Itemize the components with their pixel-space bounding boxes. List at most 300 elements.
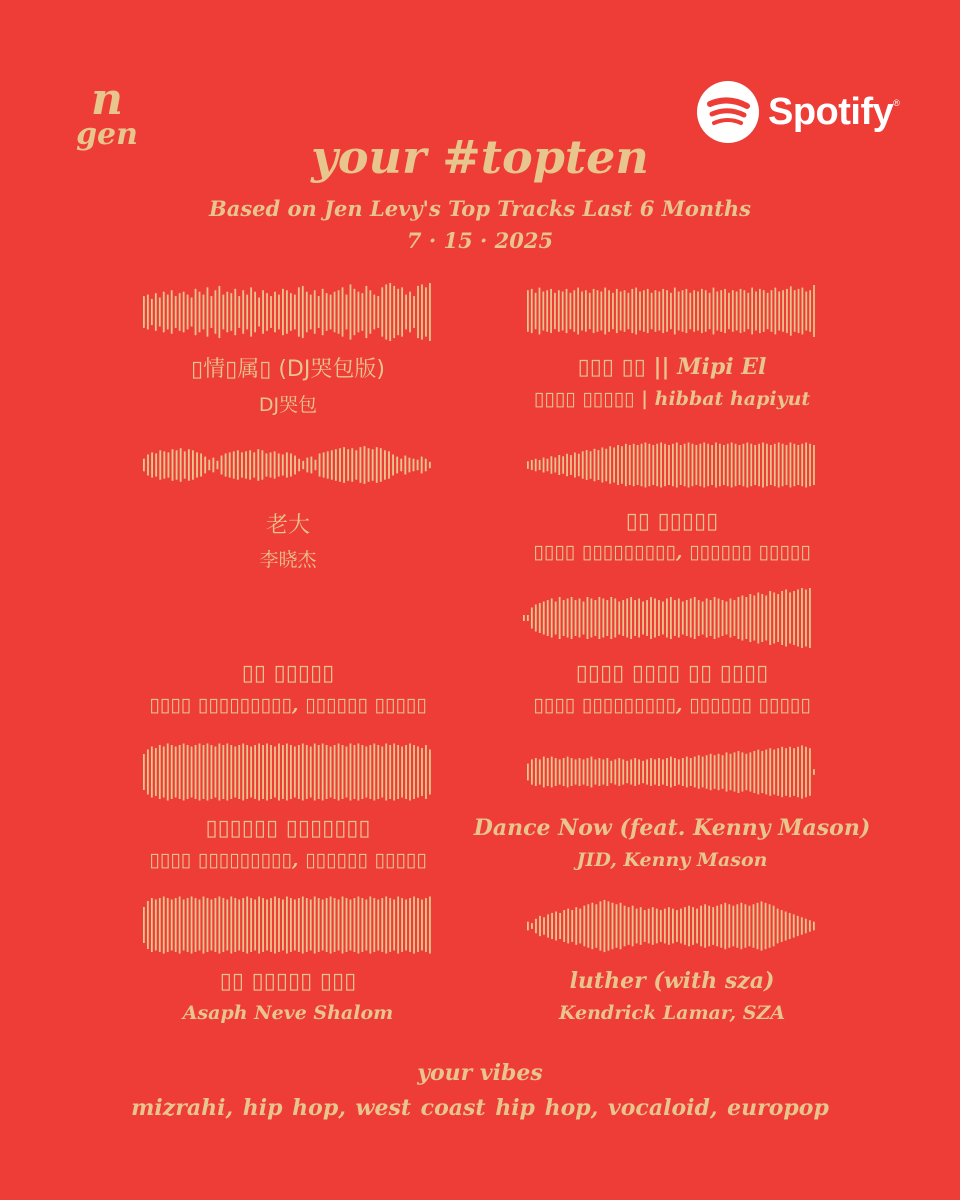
waveform-bar bbox=[684, 907, 686, 945]
waveform-bar bbox=[350, 900, 352, 951]
waveform-bar bbox=[242, 290, 244, 334]
waveform-bar bbox=[254, 745, 256, 799]
waveform-bar bbox=[555, 758, 557, 786]
waveform-bar bbox=[809, 290, 811, 332]
waveform-bar bbox=[270, 452, 272, 477]
track-artist: 李晓杰 bbox=[259, 549, 317, 571]
waveform-bar bbox=[805, 292, 807, 331]
waveform-bar bbox=[634, 600, 636, 636]
waveform-bar bbox=[278, 898, 280, 952]
waveform-bar bbox=[547, 758, 549, 786]
waveform-bar bbox=[159, 450, 161, 479]
waveform-bar bbox=[693, 290, 695, 332]
waveform-bar bbox=[208, 460, 210, 471]
waveform-bar bbox=[805, 747, 807, 797]
waveform-bar bbox=[749, 594, 751, 642]
waveform-bar bbox=[628, 907, 630, 945]
waveform-bar bbox=[171, 745, 173, 799]
waveform-bar bbox=[222, 295, 224, 330]
waveform-bar bbox=[699, 444, 701, 487]
waveform-bar bbox=[364, 446, 366, 484]
waveform-bar bbox=[626, 599, 628, 638]
waveform-bar bbox=[570, 293, 572, 329]
waveform-bar bbox=[339, 448, 341, 482]
waveform-bar bbox=[346, 747, 348, 798]
vibes-label: your vibes bbox=[417, 1060, 543, 1086]
waveform-bar bbox=[274, 292, 276, 333]
waveform-bar bbox=[614, 759, 616, 784]
waveform-bar bbox=[658, 292, 660, 331]
waveform-bar bbox=[709, 293, 711, 329]
waveform-bar bbox=[636, 909, 638, 944]
waveform-bar bbox=[567, 757, 569, 788]
waveform-bar bbox=[421, 900, 423, 951]
waveform-bar bbox=[674, 600, 676, 636]
waveform-bar bbox=[658, 600, 660, 636]
waveform-bar bbox=[587, 597, 589, 639]
waveform-bar bbox=[728, 293, 730, 329]
waveform-bar bbox=[226, 900, 228, 951]
waveform-bar bbox=[678, 292, 680, 331]
waveform-bar bbox=[278, 744, 280, 801]
waveform-bar bbox=[589, 293, 591, 329]
waveform-bar bbox=[666, 599, 668, 638]
waveform-bar bbox=[567, 599, 569, 638]
waveform-bar bbox=[698, 755, 700, 789]
waveform-bar bbox=[326, 898, 328, 952]
waveform-bar bbox=[736, 292, 738, 331]
waveform-bar bbox=[262, 290, 264, 334]
waveform-bar bbox=[582, 451, 584, 479]
waveform-bar bbox=[646, 600, 648, 636]
waveform-bar bbox=[167, 295, 169, 330]
waveform-bar bbox=[736, 904, 738, 948]
waveform-bar bbox=[274, 747, 276, 798]
waveform-bar bbox=[290, 293, 292, 331]
waveform-bar bbox=[726, 602, 728, 635]
waveform-bar bbox=[389, 898, 391, 952]
waveform-bar bbox=[368, 448, 370, 482]
waveform-bar bbox=[786, 289, 788, 333]
waveform-bar bbox=[294, 900, 296, 951]
waveform-bar bbox=[294, 747, 296, 798]
waveform-bar bbox=[753, 751, 755, 793]
waveform-bar bbox=[230, 745, 232, 799]
waveform-bar bbox=[539, 603, 541, 633]
waveform-bar bbox=[579, 758, 581, 786]
waveform-bar bbox=[183, 900, 185, 951]
waveform-bar bbox=[199, 292, 201, 333]
waveform-bar bbox=[595, 600, 597, 636]
waveform-bar bbox=[377, 900, 379, 951]
waveform-bar bbox=[797, 747, 799, 797]
waveform-bar bbox=[745, 597, 747, 639]
waveform-bar bbox=[187, 295, 189, 330]
waveform-bar bbox=[404, 456, 406, 475]
waveform-bar bbox=[535, 459, 537, 472]
waveform-bar bbox=[554, 458, 556, 473]
waveform-bar bbox=[605, 449, 607, 482]
waveform-bar bbox=[351, 448, 353, 482]
waveform-bar bbox=[573, 290, 575, 332]
waveform-bar bbox=[587, 904, 589, 948]
waveform-bar bbox=[179, 897, 181, 954]
waveform-bar bbox=[642, 761, 644, 783]
waveform-bar bbox=[159, 898, 161, 952]
waveform-bar bbox=[187, 745, 189, 799]
waveform-bar bbox=[774, 444, 776, 487]
waveform-bar bbox=[563, 758, 565, 786]
waveform-bar bbox=[710, 754, 712, 790]
waveform-bar bbox=[595, 759, 597, 784]
waveform-bar bbox=[781, 747, 783, 797]
waveform-bar bbox=[562, 292, 564, 331]
waveform-bar bbox=[192, 450, 194, 479]
waveform-bar bbox=[361, 898, 363, 952]
waveform-bar bbox=[688, 443, 690, 488]
waveform-bar bbox=[543, 757, 545, 788]
waveform-bar bbox=[204, 457, 206, 474]
waveform-bar bbox=[597, 290, 599, 332]
waveform-bar bbox=[606, 600, 608, 636]
waveform-bar bbox=[155, 453, 157, 476]
waveform-bar bbox=[365, 286, 367, 338]
waveform-bar bbox=[626, 761, 628, 783]
waveform-bar bbox=[413, 745, 415, 799]
waveform-bar bbox=[401, 898, 403, 952]
track-title: ▯情▯属▯ (DJ哭包版) bbox=[191, 357, 385, 382]
waveform-bar bbox=[726, 752, 728, 791]
waveform-bar bbox=[628, 293, 630, 329]
waveform-bar bbox=[761, 594, 763, 642]
waveform-bar bbox=[639, 292, 641, 331]
waveform-bar bbox=[583, 906, 585, 947]
waveform-bar bbox=[813, 445, 815, 485]
waveform-bar bbox=[342, 745, 344, 799]
waveform-bar bbox=[400, 459, 402, 472]
waveform-bar bbox=[662, 759, 664, 784]
track-title: ▯▯▯ ▯▯ || Mipi El bbox=[577, 354, 767, 380]
waveform-bar bbox=[668, 907, 670, 945]
waveform-bar bbox=[774, 288, 776, 335]
waveform-bar bbox=[648, 444, 650, 487]
waveform-bar bbox=[318, 296, 320, 328]
waveform-bar bbox=[563, 910, 565, 942]
waveform-bar bbox=[555, 602, 557, 635]
track-artist: DJ哭包 bbox=[258, 394, 318, 416]
waveform bbox=[527, 897, 817, 955]
waveform-bar bbox=[680, 909, 682, 944]
waveform-bar bbox=[704, 904, 706, 948]
waveform-bar bbox=[330, 897, 332, 954]
waveform-bar bbox=[171, 900, 173, 951]
waveform-bar bbox=[686, 757, 688, 788]
waveform-bar bbox=[286, 452, 288, 477]
waveform-bar bbox=[249, 450, 251, 479]
waveform-bar bbox=[381, 747, 383, 798]
waveform-bar bbox=[327, 451, 329, 478]
waveform-bar bbox=[396, 457, 398, 474]
waveform-bar bbox=[562, 456, 564, 474]
waveform-bar bbox=[531, 460, 533, 470]
waveform-bar bbox=[682, 290, 684, 332]
waveform-bar bbox=[753, 904, 755, 948]
waveform-bar bbox=[543, 602, 545, 635]
waveform-bar bbox=[266, 293, 268, 331]
waveform-bar bbox=[758, 444, 760, 487]
waveform-bar bbox=[539, 916, 541, 936]
waveform-bar bbox=[633, 444, 635, 487]
waveform-bar bbox=[421, 748, 423, 796]
waveform-bar bbox=[658, 758, 660, 786]
waveform-bar bbox=[631, 289, 633, 333]
waveform-bar bbox=[531, 289, 533, 333]
waveform-bar bbox=[574, 453, 576, 478]
waveform-bar bbox=[682, 758, 684, 786]
waveform-bar bbox=[381, 898, 383, 952]
waveform-bar bbox=[547, 459, 549, 472]
waveform-bar bbox=[286, 744, 288, 801]
waveform-bar bbox=[417, 460, 419, 471]
track-title: luther (with sza) bbox=[569, 968, 775, 994]
waveform-bar bbox=[531, 923, 533, 929]
waveform-bar bbox=[793, 591, 795, 645]
waveform-bar bbox=[670, 757, 672, 788]
waveform-bar bbox=[257, 449, 259, 481]
waveform-bar bbox=[221, 456, 223, 475]
waveform-bar bbox=[751, 288, 753, 335]
waveform-bar bbox=[676, 443, 678, 488]
track-artist: ▯▯▯▯ ▯▯▯▯▯▯▯▯▯, ▯▯▯▯▯▯ ▯▯▯▯▯ bbox=[149, 694, 427, 716]
waveform-bar bbox=[250, 747, 252, 798]
waveform-bar bbox=[744, 290, 746, 332]
waveform bbox=[143, 742, 433, 802]
waveform-bar bbox=[535, 919, 537, 934]
waveform-bar bbox=[645, 443, 647, 488]
waveform-bar bbox=[425, 898, 427, 952]
waveform-bar bbox=[610, 761, 612, 783]
waveform-bar bbox=[393, 744, 395, 801]
waveform-bar bbox=[637, 445, 639, 485]
waveform-bar bbox=[765, 596, 767, 641]
track-title: Dance Now (feat. Kenny Mason) bbox=[473, 815, 871, 841]
waveform-bar bbox=[408, 458, 410, 473]
waveform-bar bbox=[583, 602, 585, 635]
waveform-bar bbox=[151, 898, 153, 952]
waveform-bar bbox=[656, 444, 658, 487]
waveform-bar bbox=[766, 444, 768, 487]
waveform-bar bbox=[547, 600, 549, 636]
waveform-bar bbox=[763, 290, 765, 332]
waveform-bar bbox=[773, 593, 775, 644]
waveform-bar bbox=[203, 745, 205, 799]
waveform-bar bbox=[270, 898, 272, 952]
waveform-bar bbox=[558, 455, 560, 475]
waveform-bar bbox=[646, 759, 648, 784]
track-title: ▯▯ ▯▯▯▯▯ ▯▯▯ bbox=[219, 968, 357, 994]
waveform-bar bbox=[587, 758, 589, 786]
waveform-bar bbox=[643, 290, 645, 332]
waveform-bar bbox=[187, 898, 189, 952]
waveform-bar bbox=[630, 597, 632, 639]
waveform-bar bbox=[384, 450, 386, 479]
waveform-bar bbox=[282, 289, 284, 335]
waveform-bar bbox=[409, 744, 411, 801]
waveform-bar bbox=[546, 290, 548, 332]
waveform-bar bbox=[246, 745, 248, 799]
waveform-bar bbox=[551, 757, 553, 788]
waveform-bar bbox=[397, 745, 399, 799]
waveform-bar bbox=[635, 288, 637, 335]
waveform-bar bbox=[429, 283, 431, 341]
waveform-bar bbox=[694, 597, 696, 639]
track-title: ▯▯ ▯▯▯▯▯ bbox=[625, 508, 719, 534]
waveform-bar bbox=[591, 903, 593, 949]
waveform-bar bbox=[696, 909, 698, 944]
waveform-bar bbox=[225, 453, 227, 476]
waveform-bar bbox=[797, 916, 799, 936]
waveform-bar bbox=[547, 914, 549, 937]
waveform-bar bbox=[385, 744, 387, 801]
waveform-bar bbox=[612, 293, 614, 329]
waveform-bar bbox=[254, 900, 256, 951]
waveform-bar bbox=[266, 744, 268, 801]
waveform-bar bbox=[350, 744, 352, 801]
waveform-bar bbox=[789, 747, 791, 797]
waveform-bar bbox=[742, 752, 744, 791]
waveform-bar bbox=[790, 443, 792, 488]
waveform-bar bbox=[258, 897, 260, 954]
waveform-bar bbox=[218, 897, 220, 954]
waveform-bar bbox=[604, 288, 606, 335]
waveform-bar bbox=[155, 293, 157, 331]
waveform-bar bbox=[618, 602, 620, 635]
waveform-bar bbox=[306, 458, 308, 473]
waveform-bar bbox=[217, 461, 219, 469]
waveform-bar bbox=[551, 456, 553, 474]
waveform-bar bbox=[583, 759, 585, 784]
waveform-bar bbox=[740, 903, 742, 949]
waveform-bar bbox=[594, 449, 596, 482]
waveform-bar bbox=[365, 747, 367, 798]
track-artist: JID, Kenny Mason bbox=[576, 849, 768, 871]
waveform-bar bbox=[769, 904, 771, 948]
waveform-bar bbox=[700, 906, 702, 947]
waveform-bar bbox=[179, 293, 181, 331]
waveform-bar bbox=[389, 745, 391, 799]
waveform-bar bbox=[361, 293, 363, 331]
waveform-bar bbox=[599, 758, 601, 786]
waveform-bar bbox=[274, 897, 276, 954]
waveform-bar bbox=[698, 600, 700, 636]
waveform-bar bbox=[613, 448, 615, 483]
waveform-bar bbox=[237, 450, 239, 479]
waveform-bar bbox=[753, 596, 755, 641]
waveform-bar bbox=[650, 758, 652, 786]
waveform-bar bbox=[425, 459, 427, 472]
waveform-bar bbox=[692, 907, 694, 945]
waveform-bar bbox=[670, 597, 672, 639]
waveform-bar bbox=[723, 445, 725, 485]
waveform-bar bbox=[369, 745, 371, 799]
waveform-bar bbox=[191, 747, 193, 798]
waveform-bar bbox=[617, 445, 619, 485]
waveform-bar bbox=[575, 600, 577, 636]
waveform-bar bbox=[417, 286, 419, 338]
waveform-bar bbox=[778, 443, 780, 488]
waveform-bar bbox=[660, 910, 662, 942]
waveform-bar bbox=[732, 906, 734, 947]
waveform-bar bbox=[570, 455, 572, 475]
waveform-bar bbox=[702, 757, 704, 788]
waveform-bar bbox=[241, 452, 243, 477]
waveform-bar bbox=[354, 745, 356, 799]
waveform-bar bbox=[326, 293, 328, 331]
waveform-bar bbox=[638, 599, 640, 638]
waveform-bar bbox=[558, 290, 560, 332]
waveform-bar bbox=[694, 757, 696, 788]
waveform-bar bbox=[805, 443, 807, 488]
waveform-bar bbox=[630, 759, 632, 784]
waveform-bar bbox=[666, 290, 668, 332]
waveform-bar bbox=[226, 744, 228, 801]
waveform-bar bbox=[648, 909, 650, 944]
waveform-bar bbox=[620, 903, 622, 949]
waveform-bar bbox=[155, 748, 157, 796]
waveform-bar bbox=[727, 444, 729, 487]
waveform-bar bbox=[163, 292, 165, 333]
waveform-bar bbox=[614, 599, 616, 638]
waveform-bar bbox=[789, 593, 791, 644]
waveform-bar bbox=[651, 293, 653, 329]
waveform-bar bbox=[338, 290, 340, 334]
waveform-bar bbox=[278, 295, 280, 330]
waveform-bar bbox=[347, 449, 349, 481]
waveform-bar bbox=[302, 461, 304, 469]
waveform-bar bbox=[798, 289, 800, 333]
waveform bbox=[527, 440, 817, 490]
waveform-bar bbox=[777, 594, 779, 642]
waveform-bar bbox=[706, 599, 708, 638]
waveform-bar bbox=[609, 446, 611, 484]
waveform-bar bbox=[373, 744, 375, 801]
waveform-bar bbox=[417, 898, 419, 952]
waveform-bar bbox=[334, 292, 336, 333]
waveform-bar bbox=[306, 292, 308, 333]
waveform-bar bbox=[278, 453, 280, 476]
waveform-bar bbox=[801, 588, 803, 648]
waveform-bar bbox=[670, 293, 672, 329]
waveform-bar bbox=[218, 744, 220, 801]
waveform-bar bbox=[405, 900, 407, 951]
waveform-bar bbox=[527, 290, 529, 332]
waveform-bar bbox=[656, 909, 658, 944]
waveform-bar bbox=[581, 292, 583, 331]
waveform-bar bbox=[215, 898, 217, 952]
waveform-bar bbox=[184, 451, 186, 478]
waveform-bar bbox=[258, 298, 260, 327]
waveform-bar bbox=[211, 296, 213, 328]
waveform-bar bbox=[246, 295, 248, 330]
waveform-bar bbox=[377, 296, 379, 328]
waveform-bar bbox=[654, 759, 656, 784]
waveform-bar bbox=[298, 745, 300, 799]
waveform-bar bbox=[802, 288, 804, 335]
waveform-bar bbox=[813, 769, 815, 775]
track-artist: Asaph Neve Shalom bbox=[182, 1002, 394, 1024]
waveform-bar bbox=[579, 909, 581, 944]
waveform-bar bbox=[716, 292, 718, 331]
